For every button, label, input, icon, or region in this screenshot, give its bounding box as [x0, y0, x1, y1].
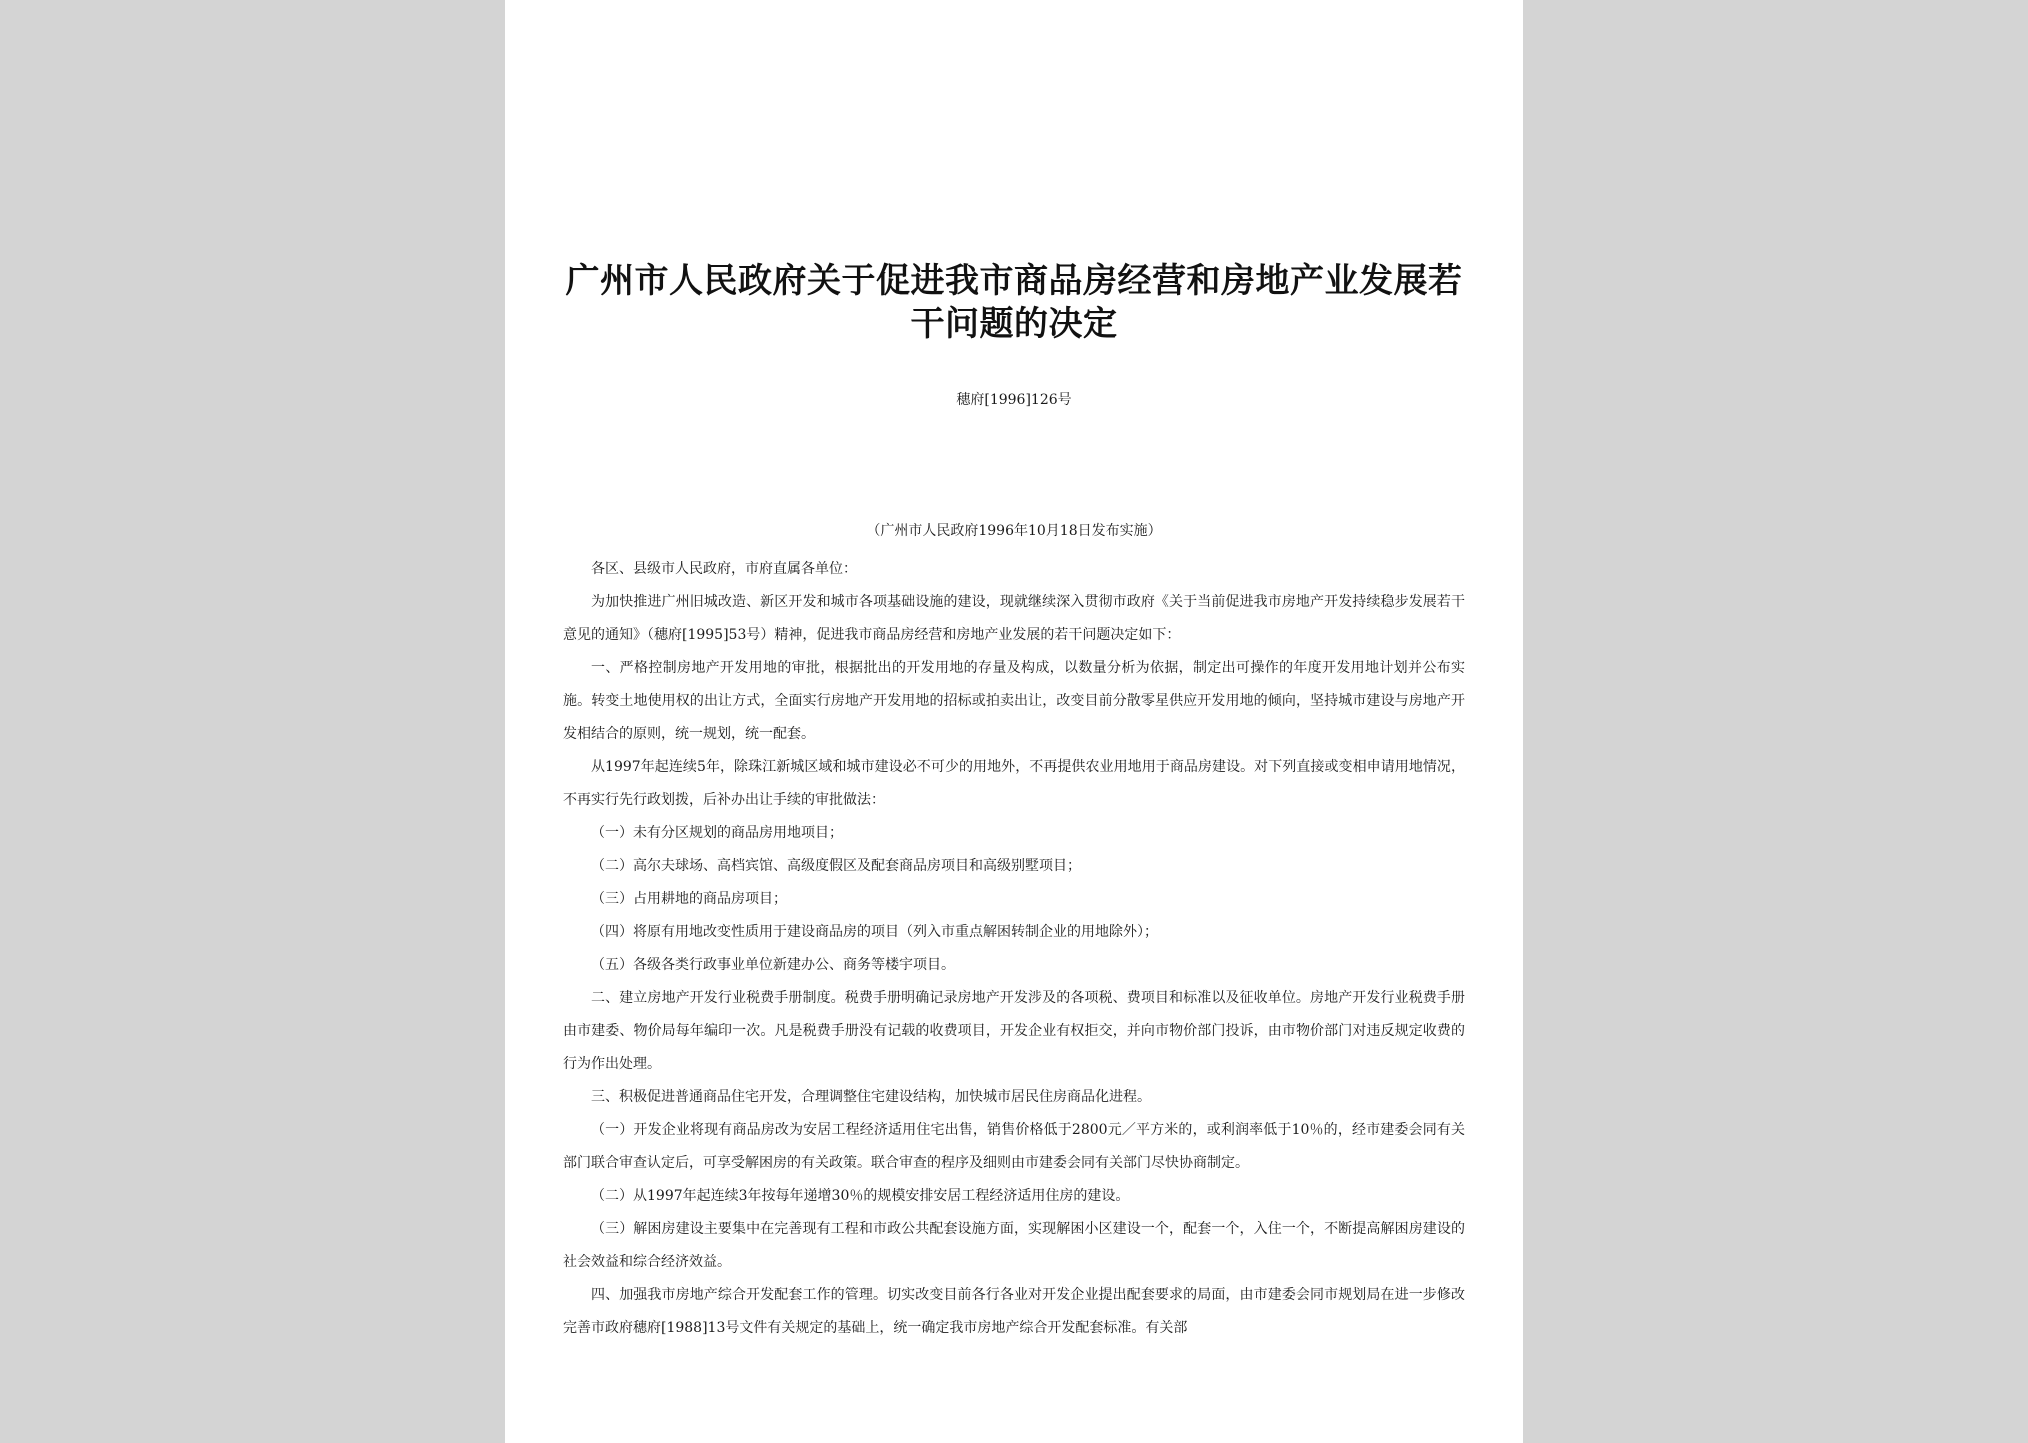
paragraph: 四、加强我市房地产综合开发配套工作的管理。切实改变目前各行各业对开发企业提出配套要求的局面，由市建委会同市规划局在进一步修改完善市政府穗府[1988]13号文件有关规定的基础上，统一确定我市房地产综合开发配套标准。有关部: [563, 1287, 1465, 1336]
list-item: （一）未有分区规划的商品房用地项目；: [591, 825, 843, 841]
list-item: （三）解困房建设主要集中在完善现有工程和市政公共配套设施方面，实现解困小区建设一个，配套一个，入住一个，不断提高解困房建设的社会效益和综合经济效益。: [563, 1221, 1465, 1270]
list-item: （一）开发企业将现有商品房改为安居工程经济适用住宅出售，销售价格低于2800元／平方米的，或利润率低于10％的，经市建委会同有关部门联合审查认定后，可享受解困房的有关政策。联合审查的程序及细则由市建委会同有关部门尽快协商制定。: [563, 1122, 1465, 1171]
list-item: （四）将原有用地改变性质用于建设商品房的项目（列入市重点解困转制企业的用地除外）；: [591, 924, 1158, 940]
document-body: [563, 553, 1465, 1345]
paragraph: 为加快推进广州旧城改造、新区开发和城市各项基础设施的建设，现就继续深入贯彻市政府《关于当前促进我市房地产开发持续稳步发展若干意见的通知》（穗府[1995]53号）精神，促进我市商品房经营和房地产业发展的若干问题决定如下：: [563, 594, 1465, 643]
paragraph-salutation: 各区、县级市人民政府，市府直属各单位：: [591, 561, 857, 577]
paragraph: 二、建立房地产开发行业税费手册制度。税费手册明确记录房地产开发涉及的各项税、费项目和标准以及征收单位。房地产开发行业税费手册由市建委、物价局每年编印一次。凡是税费手册没有记载的收费项目，开发企业有权拒交，并向市物价部门投诉，由市物价部门对违反规定收费的行为作出处理。: [563, 990, 1465, 1072]
issue-note: （广州市人民政府1996年10月18日发布实施）: [866, 523, 1162, 539]
document-page: [505, 0, 1523, 1443]
paragraph: 从1997年起连续5年，除珠江新城区域和城市建设必不可少的用地外，不再提供农业用地用于商品房建设。对下列直接或变相申请用地情况，不再实行先行政划拨，后补办出让手续的审批做法：: [563, 759, 1465, 808]
list-item: （二）高尔夫球场、高档宾馆、高级度假区及配套商品房项目和高级别墅项目；: [591, 858, 1081, 874]
document-title: 广州市人民政府关于促进我市商品房经营和房地产业发展若干问题的决定: [565, 261, 1463, 344]
list-item: （五）各级各类行政事业单位新建办公、商务等楼宇项目。: [591, 957, 955, 973]
list-item: （三）占用耕地的商品房项目；: [591, 891, 787, 907]
document-number: 穗府[1996]126号: [956, 392, 1072, 408]
paragraph: 一、严格控制房地产开发用地的审批，根据批出的开发用地的存量及构成，以数量分析为依据，制定出可操作的年度开发用地计划并公布实施。转变土地使用权的出让方式，全面实行房地产开发用地的招标或拍卖出让，改变目前分散零星供应开发用地的倾向，坚持城市建设与房地产开发相结合的原则，统一规划，统一配套。: [563, 660, 1465, 742]
list-item: （二）从1997年起连续3年按每年递增30％的规模安排安居工程经济适用住房的建设。: [591, 1188, 1130, 1204]
paragraph: 三、积极促进普通商品住宅开发，合理调整住宅建设结构，加快城市居民住房商品化进程。: [591, 1089, 1151, 1105]
